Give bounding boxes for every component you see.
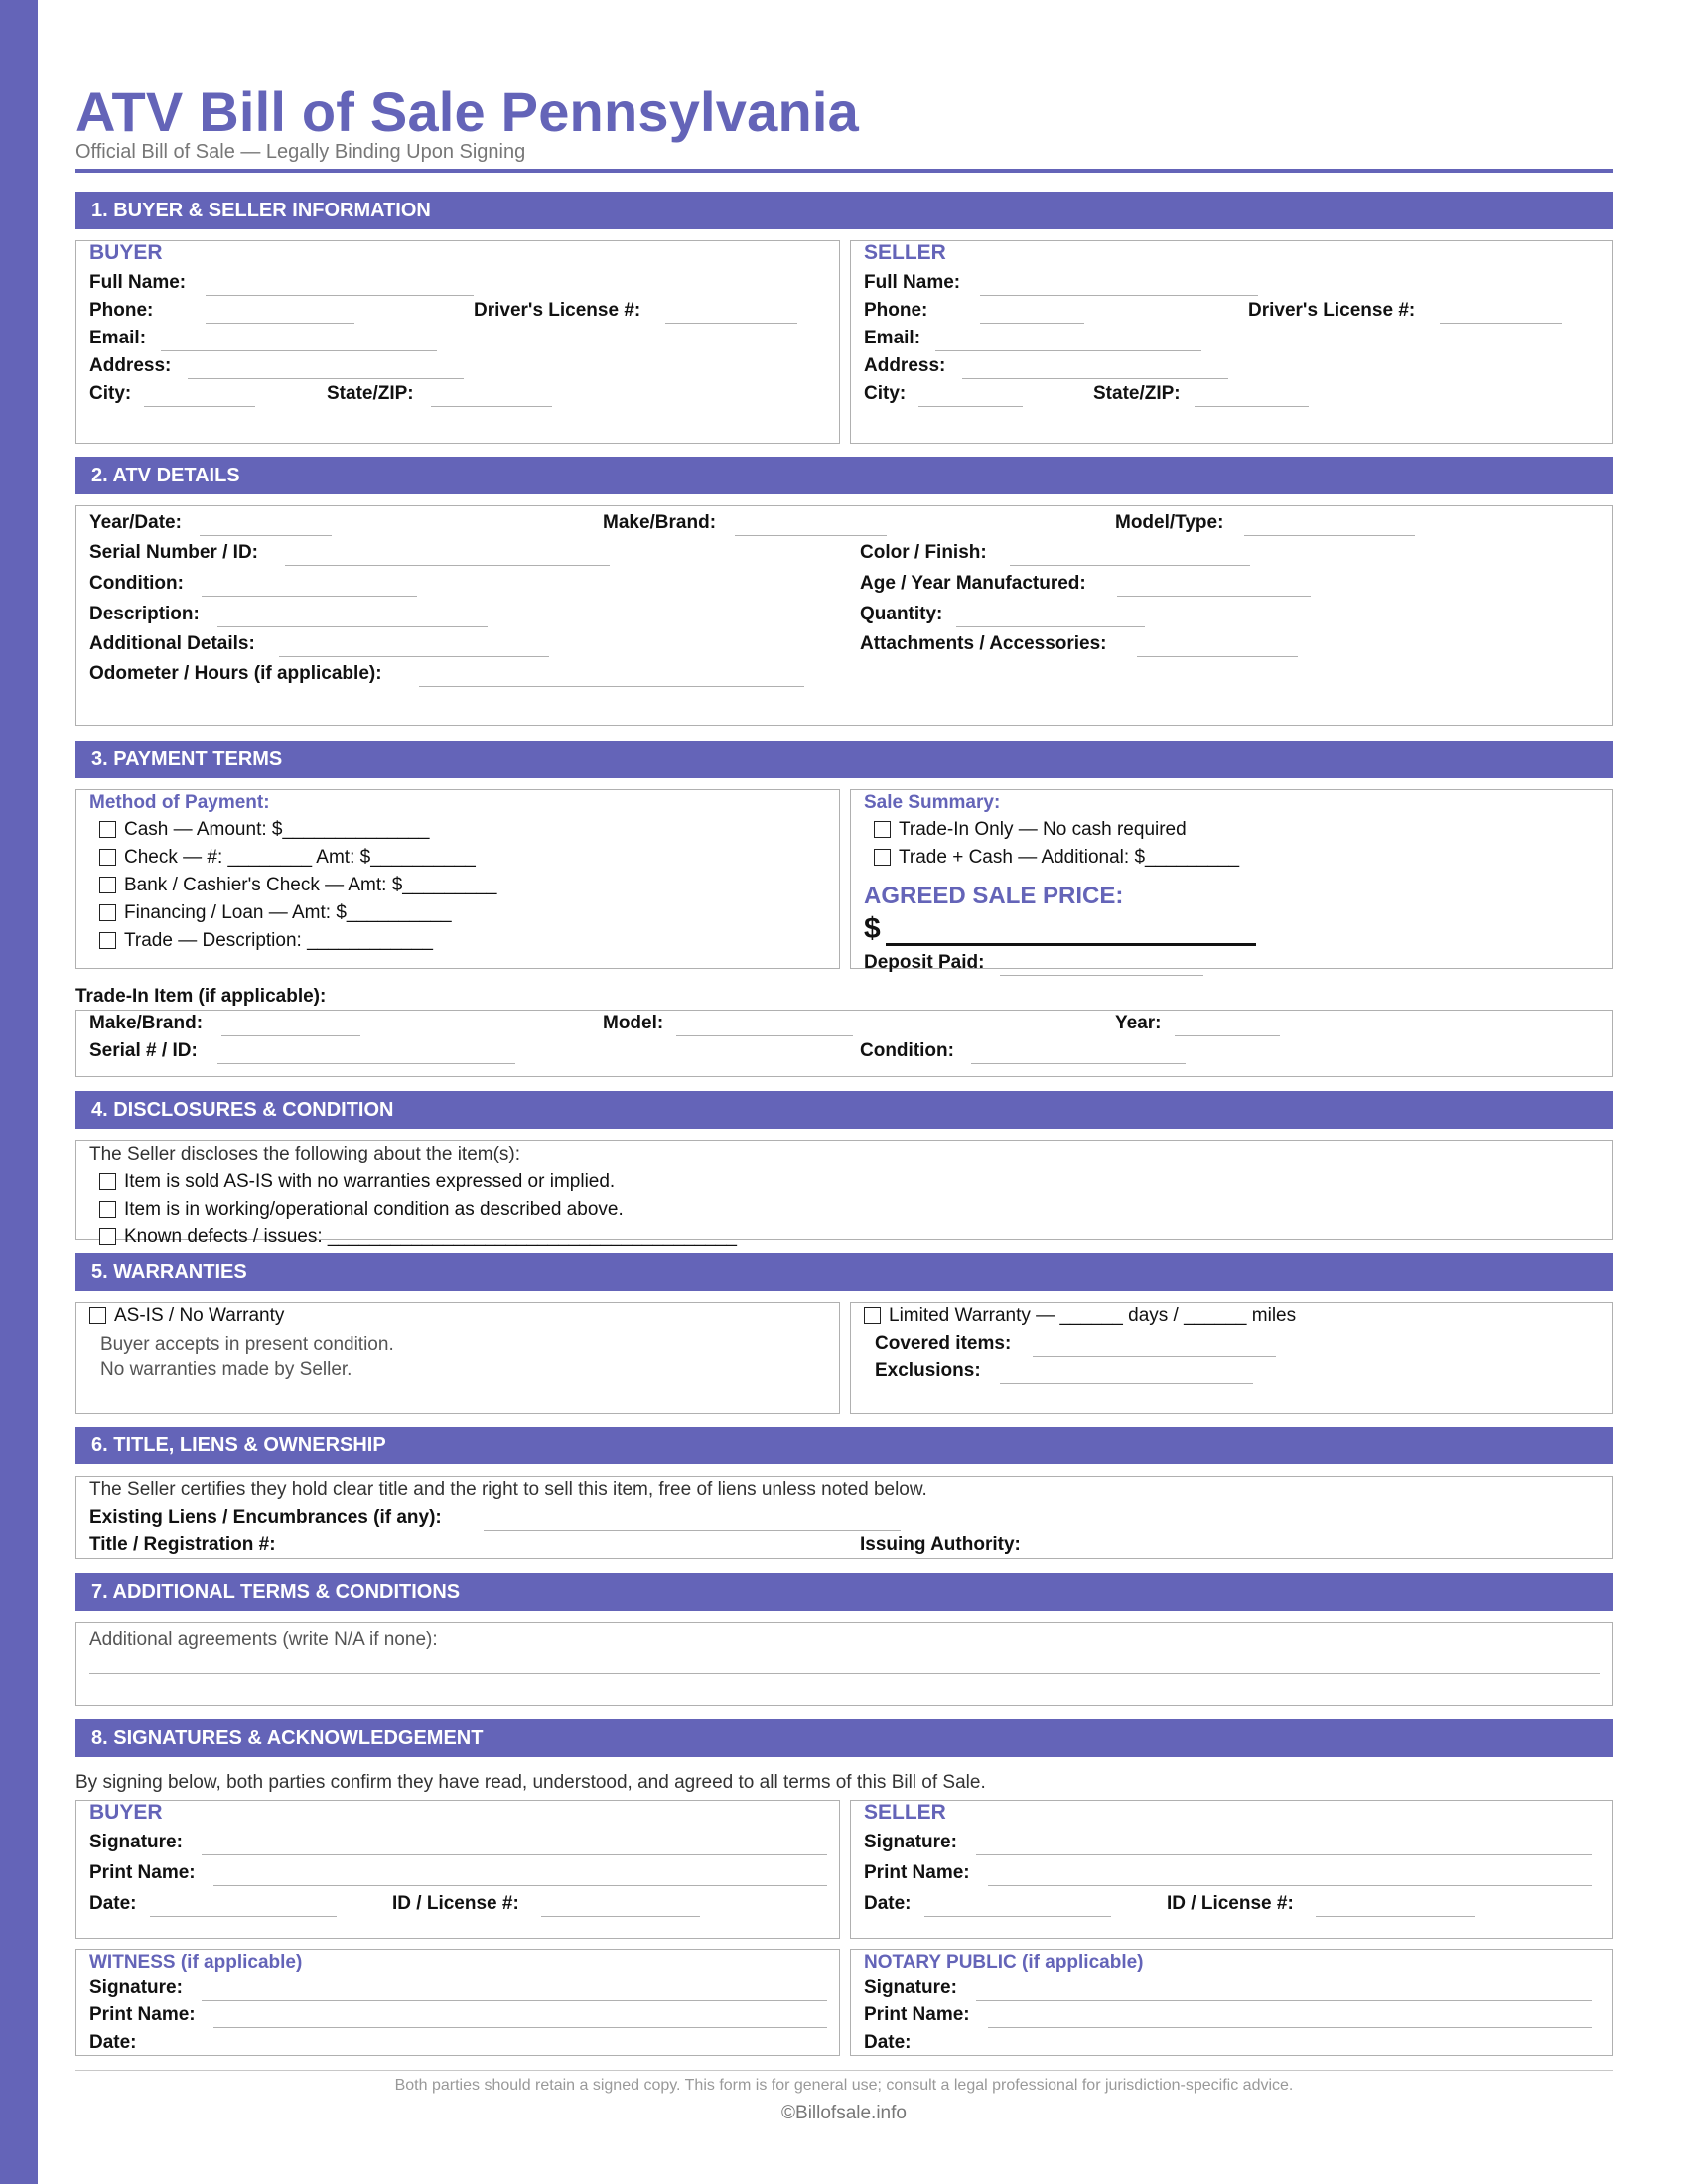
- section-header-payment: 3. PAYMENT TERMS: [75, 741, 1613, 778]
- trade-in-serial-field[interactable]: [217, 1063, 515, 1064]
- atv-model-field[interactable]: [1244, 535, 1415, 536]
- payment-option-cash[interactable]: Cash — Amount: $______________: [99, 819, 429, 841]
- signatures-intro: By signing below, both parties confirm they have read, understood, and agreed to all terms of this Bill of Sale.: [75, 1772, 986, 1793]
- bill-of-sale-form: [75, 0, 1613, 2184]
- notary-date-field[interactable]: [924, 2055, 1111, 2056]
- notary-date-label: Date:: [864, 2032, 912, 2053]
- seller-heading: SELLER: [864, 241, 946, 264]
- disclosure-working[interactable]: Item is in working/operational condition as described above.: [99, 1199, 624, 1221]
- agreed-sale-price-label: AGREED SALE PRICE:: [864, 883, 1124, 909]
- footer-divider: [75, 2070, 1613, 2071]
- buyer-email-field[interactable]: [161, 350, 437, 351]
- title-divider: [75, 169, 1613, 173]
- working-condition-checkbox[interactable]: [99, 1201, 116, 1218]
- page-subtitle: Official Bill of Sale — Legally Binding Upon Signing: [75, 141, 526, 163]
- trade-in-model-label: Model:: [603, 1013, 664, 1033]
- buyer-phone-label: Phone:: [89, 300, 154, 321]
- atv-quantity-field[interactable]: [956, 626, 1145, 627]
- atv-odometer-field[interactable]: [419, 686, 804, 687]
- disclosures-box: [75, 1140, 1613, 1247]
- atv-age-label: Age / Year Manufactured:: [860, 573, 1086, 594]
- title-number-label: Title / Registration #:: [89, 1534, 276, 1555]
- notary-heading: NOTARY PUBLIC (if applicable): [864, 1952, 1144, 1973]
- additional-terms-prompt: Additional agreements (write N/A if none):: [89, 1629, 438, 1650]
- buyer-phone-field[interactable]: [206, 323, 354, 324]
- trade-in-make-field[interactable]: [221, 1035, 360, 1036]
- seller-date-field[interactable]: [924, 1916, 1111, 1917]
- seller-email-field[interactable]: [935, 350, 1201, 351]
- section-header-disclosures: 4. DISCLOSURES & CONDITION: [75, 1091, 1613, 1129]
- trade-cash-checkbox[interactable]: [874, 849, 891, 866]
- bank-check-checkbox[interactable]: [99, 877, 116, 893]
- seller-date-label: Date:: [864, 1893, 912, 1914]
- atv-serial-field[interactable]: [285, 565, 610, 566]
- title-liens-box: [75, 1476, 1613, 1559]
- title-liens-intro: The Seller certifies they hold clear title and the right to sell this item, free of liens unless noted below.: [89, 1479, 927, 1500]
- trade-in-model-field[interactable]: [676, 1035, 853, 1036]
- existing-liens-field[interactable]: [484, 1530, 901, 1531]
- cash-checkbox[interactable]: [99, 821, 116, 838]
- buyer-id-license-label: ID / License #:: [392, 1893, 519, 1914]
- payment-option-trade[interactable]: Trade — Description: ____________: [99, 930, 433, 952]
- notary-print-name-label: Print Name:: [864, 2004, 970, 2025]
- price-dollar-sign: $: [864, 912, 881, 945]
- notary-print-name-field[interactable]: [988, 2027, 1592, 2028]
- seller-full-name-label: Full Name:: [864, 272, 961, 293]
- buyer-state-zip-field[interactable]: [431, 406, 552, 407]
- buyer-license-field[interactable]: [665, 323, 797, 324]
- payment-option-bank-check[interactable]: Bank / Cashier's Check — Amt: $_________: [99, 875, 496, 896]
- buyer-state-zip-label: State/ZIP:: [327, 383, 414, 404]
- payment-option-financing[interactable]: Financing / Loan — Amt: $__________: [99, 902, 452, 924]
- check-checkbox[interactable]: [99, 849, 116, 866]
- witness-heading: WITNESS (if applicable): [89, 1952, 303, 1973]
- trade-checkbox[interactable]: [99, 932, 116, 949]
- sale-summary-heading: Sale Summary:: [864, 792, 1001, 813]
- seller-address-field[interactable]: [962, 378, 1228, 379]
- as-is-checkbox[interactable]: [99, 1173, 116, 1190]
- atv-quantity-label: Quantity:: [860, 604, 943, 624]
- summary-option-trade-only[interactable]: Trade-In Only — No cash required: [874, 819, 1187, 841]
- trade-in-year-label: Year:: [1115, 1013, 1162, 1033]
- summary-option-trade-cash[interactable]: Trade + Cash — Additional: $_________: [874, 847, 1239, 869]
- limited-warranty-checkbox[interactable]: [864, 1307, 881, 1324]
- seller-signature-box: [850, 1800, 1613, 1939]
- as-is-warranty-box: [75, 1302, 840, 1414]
- additional-terms-box: [75, 1622, 1613, 1706]
- as-is-note-1: Buyer accepts in present condition.: [100, 1334, 394, 1355]
- atv-condition-label: Condition:: [89, 573, 184, 594]
- disclosure-as-is[interactable]: Item is sold AS-IS with no warranties expressed or implied.: [99, 1171, 615, 1193]
- limited-warranty-box: [850, 1302, 1613, 1414]
- seller-id-license-field[interactable]: [1316, 1916, 1475, 1917]
- section-header-buyer-seller: 1. BUYER & SELLER INFORMATION: [75, 192, 1613, 229]
- atv-make-field[interactable]: [735, 535, 887, 536]
- atv-condition-field[interactable]: [202, 596, 417, 597]
- trade-in-year-field[interactable]: [1175, 1035, 1280, 1036]
- notary-signature-label: Signature:: [864, 1978, 957, 1998]
- seller-print-name-label: Print Name:: [864, 1862, 970, 1883]
- atv-make-label: Make/Brand:: [603, 512, 717, 533]
- covered-items-label: Covered items:: [875, 1333, 1012, 1354]
- footer-note: Both parties should retain a signed copy. This form is for general use; consult a legal professional for jurisdiction-specific advice.: [394, 2077, 1294, 2094]
- exclusions-label: Exclusions:: [875, 1360, 981, 1381]
- as-is-note-2: No warranties made by Seller.: [100, 1359, 352, 1380]
- trade-only-checkbox[interactable]: [874, 821, 891, 838]
- atv-color-label: Color / Finish:: [860, 542, 987, 563]
- trade-in-heading: Trade-In Item (if applicable):: [75, 986, 327, 1007]
- trade-in-condition-field[interactable]: [971, 1063, 1186, 1064]
- witness-print-name-field[interactable]: [213, 2027, 827, 2028]
- trade-in-serial-label: Serial # / ID:: [89, 1040, 198, 1061]
- buyer-date-field[interactable]: [150, 1916, 337, 1917]
- additional-terms-field[interactable]: [89, 1673, 1600, 1674]
- disclosures-intro: The Seller discloses the following about the item(s):: [89, 1144, 521, 1164]
- buyer-license-label: Driver's License #:: [474, 300, 641, 321]
- section-header-title-liens: 6. TITLE, LIENS & OWNERSHIP: [75, 1427, 1613, 1464]
- buyer-signature-label: Signature:: [89, 1832, 183, 1852]
- disclosure-defects[interactable]: Known defects / issues: _______________________________________: [99, 1226, 737, 1248]
- atv-details-box: [75, 505, 1613, 726]
- witness-box: [75, 1949, 840, 2056]
- atv-year-label: Year/Date:: [89, 512, 182, 533]
- witness-date-label: Date:: [89, 2032, 137, 2053]
- trade-in-make-label: Make/Brand:: [89, 1013, 204, 1033]
- seller-info-box: [850, 240, 1613, 444]
- page-title: ATV Bill of Sale Pennsylvania: [75, 80, 860, 143]
- payment-method-box: [75, 789, 840, 969]
- atv-attachments-label: Attachments / Accessories:: [860, 633, 1107, 654]
- known-defects-checkbox[interactable]: [99, 1228, 116, 1245]
- buyer-city-field[interactable]: [144, 406, 255, 407]
- seller-state-zip-field[interactable]: [1195, 406, 1309, 407]
- section-header-additional-terms: 7. ADDITIONAL TERMS & CONDITIONS: [75, 1573, 1613, 1611]
- section-header-atv-details: 2. ATV DETAILS: [75, 457, 1613, 494]
- atv-age-field[interactable]: [1117, 596, 1311, 597]
- buyer-info-box: [75, 240, 840, 444]
- footer-copyright: ©Billofsale.info: [781, 2103, 907, 2123]
- atv-color-field[interactable]: [1010, 565, 1250, 566]
- atv-additional-field[interactable]: [279, 656, 549, 657]
- section-header-warranties: 5. WARRANTIES: [75, 1253, 1613, 1291]
- covered-items-field[interactable]: [1033, 1356, 1276, 1357]
- seller-id-license-label: ID / License #:: [1167, 1893, 1294, 1914]
- witness-date-field[interactable]: [150, 2055, 337, 2056]
- seller-license-label: Driver's License #:: [1248, 300, 1416, 321]
- exclusions-field[interactable]: [1000, 1383, 1253, 1384]
- deposit-paid-field[interactable]: [1000, 975, 1203, 976]
- atv-additional-label: Additional Details:: [89, 633, 255, 654]
- as-is-warranty-option[interactable]: AS-IS / No Warranty: [89, 1305, 284, 1327]
- notary-box: [850, 1949, 1613, 2056]
- seller-signature-heading: SELLER: [864, 1801, 946, 1824]
- buyer-address-field[interactable]: [188, 378, 464, 379]
- agreed-price-field[interactable]: [886, 943, 1256, 946]
- buyer-signature-box: [75, 1800, 840, 1939]
- atv-attachments-field[interactable]: [1137, 656, 1298, 657]
- seller-city-field[interactable]: [918, 406, 1023, 407]
- buyer-email-label: Email:: [89, 328, 147, 348]
- left-accent-bar: [0, 0, 38, 2184]
- seller-phone-field[interactable]: [980, 323, 1084, 324]
- witness-signature-label: Signature:: [89, 1978, 183, 1998]
- witness-signature-field[interactable]: [202, 2000, 827, 2001]
- sale-summary-box: [850, 789, 1613, 973]
- atv-description-label: Description:: [89, 604, 200, 624]
- buyer-city-label: City:: [89, 383, 132, 404]
- atv-model-label: Model/Type:: [1115, 512, 1224, 533]
- seller-city-label: City:: [864, 383, 907, 404]
- financing-checkbox[interactable]: [99, 904, 116, 921]
- buyer-print-name-label: Print Name:: [89, 1862, 196, 1883]
- buyer-print-name-field[interactable]: [213, 1885, 827, 1886]
- seller-signature-label: Signature:: [864, 1832, 957, 1852]
- issuing-authority-label: Issuing Authority:: [860, 1534, 1021, 1555]
- seller-phone-label: Phone:: [864, 300, 928, 321]
- limited-warranty-option[interactable]: Limited Warranty — ______ days / ______ miles: [864, 1305, 1296, 1327]
- atv-description-field[interactable]: [217, 626, 488, 627]
- buyer-address-label: Address:: [89, 355, 172, 376]
- buyer-date-label: Date:: [89, 1893, 137, 1914]
- witness-print-name-label: Print Name:: [89, 2004, 196, 2025]
- buyer-signature-heading: BUYER: [89, 1801, 163, 1824]
- seller-email-label: Email:: [864, 328, 921, 348]
- seller-address-label: Address:: [864, 355, 946, 376]
- as-is-warranty-checkbox[interactable]: [89, 1307, 106, 1324]
- atv-serial-label: Serial Number / ID:: [89, 542, 258, 563]
- section-header-signatures: 8. SIGNATURES & ACKNOWLEDGEMENT: [75, 1719, 1613, 1757]
- buyer-full-name-field[interactable]: [206, 295, 474, 296]
- payment-option-check[interactable]: Check — #: ________ Amt: $__________: [99, 847, 476, 869]
- seller-print-name-field[interactable]: [988, 1885, 1592, 1886]
- atv-year-field[interactable]: [200, 535, 332, 536]
- buyer-signature-field[interactable]: [202, 1854, 827, 1855]
- trade-in-box: [75, 1010, 1613, 1077]
- notary-signature-field[interactable]: [976, 2000, 1592, 2001]
- buyer-heading: BUYER: [89, 241, 163, 264]
- buyer-full-name-label: Full Name:: [89, 272, 187, 293]
- existing-liens-label: Existing Liens / Encumbrances (if any):: [89, 1507, 442, 1528]
- buyer-id-license-field[interactable]: [541, 1916, 700, 1917]
- seller-full-name-field[interactable]: [980, 295, 1258, 296]
- seller-state-zip-label: State/ZIP:: [1093, 383, 1181, 404]
- atv-odometer-label: Odometer / Hours (if applicable):: [89, 663, 382, 684]
- seller-signature-field[interactable]: [976, 1854, 1592, 1855]
- trade-in-condition-label: Condition:: [860, 1040, 954, 1061]
- deposit-paid-label: Deposit Paid:: [864, 952, 985, 973]
- seller-license-field[interactable]: [1440, 323, 1562, 324]
- payment-method-heading: Method of Payment:: [89, 792, 270, 813]
